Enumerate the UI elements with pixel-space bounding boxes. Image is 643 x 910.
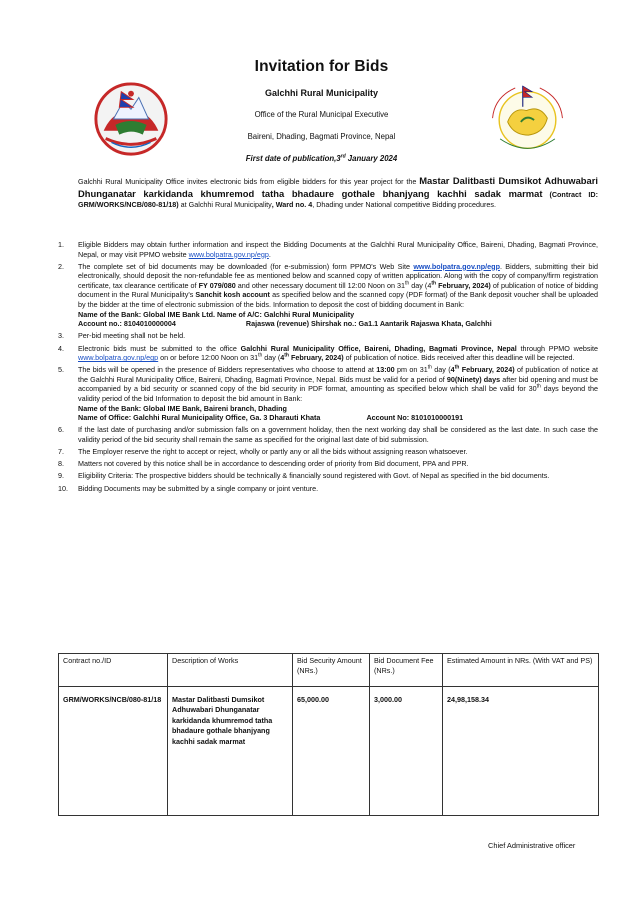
table-cell: Mastar Dalitbasti Dumsikot Adhuwabari Dhunganatar karkidanda khumremod tatha bhadaure gothale bhanjyang kachhi sadak marmat: [168, 687, 293, 816]
list-item: 7. The Employer reserve the right to accept or reject, wholly or partly any or all the bids without assigning reason whatsoever.: [58, 447, 468, 457]
list-item: 4. Electronic bids must be submitted to the office Galchhi Rural Municipality Office, Baireni, Dhading, Bagmati Province, Nepal through PPMO website www.bolpatra.gov.np/egp on or before 12:00 Noon on 31th day (4th February, 2024) of publication of notice. Bids received after this deadline will be rejected.: [58, 343, 599, 363]
table-row: [59, 687, 599, 816]
table-header: Bid Security Amount (NRs.): [293, 654, 370, 687]
list-item: 3. Per-bid meeting shall not be held.: [58, 331, 186, 341]
table-cell: 24,98,158.34: [443, 687, 599, 816]
table-cell: 3,000.00: [370, 687, 443, 816]
table-header: Description of Works: [168, 654, 293, 687]
list-item: 8. Matters not covered by this notice shall be in accordance to descending order of priority from Bid document, PPA and PPR.: [58, 459, 469, 469]
list-item: 6. If the last date of purchasing and/or submission falls on a government holiday, then the next working day shall be considered as the last date. In such case the validity period of the bid security shall remain the same as specified for the original last date of bid submission.: [58, 425, 598, 444]
publication-date: First date of publication,3rd January 2024: [245, 153, 398, 163]
office-name: Office of the Rural Municipal Executive: [254, 110, 389, 119]
project-name: Mastar Dalitbasti Dumsikot Adhuwabari Dhunganatar karkidanda khumremod tatha bhadaure gothale bhanjyang kachhi sadak marmat: [78, 175, 598, 199]
bank-account: Account no.: 8104010000004 Rajaswa (revenue) Shirshak no.: Ga1.1 Aantarik Rajaswa Khata, Galchhi: [78, 319, 492, 329]
list-item: 10. Bidding Documents may be submitted by a single company or joint venture.: [58, 483, 319, 493]
bid-table: [58, 653, 599, 816]
list-item: 9. Eligibility Criteria: The prospective bidders should be technically & financially sound registered with Govt. of Nepal as specified in the bid documents.: [58, 471, 550, 481]
ppmo-link[interactable]: www.bolpatra.gov.np/egp: [413, 261, 500, 271]
office-address: Baireni, Dhading, Bagmati Province, Nepal: [247, 132, 396, 141]
contract-id: (Contract ID: GRM/WORKS/NCB/080-81/18): [78, 189, 598, 209]
table-header-row: [59, 654, 599, 687]
ppmo-link[interactable]: www.bolpatra.gov.np/egp: [188, 249, 269, 259]
bank-info: Name of the Bank: Global IME Bank Ltd. Name of A/C: Galchhi Rural Municipality: [78, 309, 355, 319]
ppmo-link[interactable]: www.bolpatra.gov.np/egp: [78, 353, 159, 363]
list-item: 5. The bids will be opened in the presence of Bidders representatives who choose to attend at 13:00 pm on 31th day (4th February, 2024) of publication of notice at the Galchhi Rural Municipality Office, Baireni, Dhading, Bagmati Province, Nepal. Bids must be valid for a period of 90(Ninety) days after bid opening and must be accompanied by a bid security or scanned copy of the bid security in PDF format, amounting as specified below which shall be valid for 30th days beyond the validity period of the bid Information to deposit the bid amount in Bank: Name of the Bank: Global IME Bank, Baireni branch, Dhading Name of Office: Galchhi Rural Municipality Office, Ga. 3 Dharauti Khata Account No: 8101010000191: [58, 364, 599, 423]
notice-items: [58, 240, 598, 496]
bank-info: Name of the Bank: Global IME Bank, Baireni branch, Dhading: [78, 403, 287, 413]
signature-title: Chief Administrative officer: [488, 841, 576, 850]
table-cell: GRM/WORKS/NCB/080-81/18: [59, 687, 168, 816]
list-item: 2. The complete set of bid documents may be downloaded (for e-submission) form PPMO's Web Site www.bolpatra.gov.np/egp. Bidders, submitting their bid electronically, should deposit the non-refundable fee as mentioned below and scanned copy of written application. Along with the copy of company/firm registration certificate, tax clearance certificate of FY 079/080 and other necessary document till 12:00 Noon on 31th day (4th February, 2024) of publication of notice of bidding document in the Rural Municipality's Sanchit kosh account as specified below and the scanned copy (PDF format) of the Bank deposit voucher shall be uploaded by the bidder at the time of electronic submission of the bids. Information to deposit the cost of bidding document in Bank: Name of the Bank: Global IME Bank Ltd. Name of A/C: Galchhi Rural Municipality Account no.: 8104010000004 Rajaswa (revenue) Shirshak no.: Ga1.1 Aantarik Rajaswa Khata, Galchhi: [58, 261, 599, 329]
page-title: Invitation for Bids: [254, 58, 389, 75]
bank-account: Name of Office: Galchhi Rural Municipality Office, Ga. 3 Dharauti Khata Account No: 8101010000191: [78, 413, 464, 423]
table-header: Contract no./ID: [59, 654, 168, 687]
intro-paragraph: Galchhi Rural Municipality Office invites electronic bids from eligible bidders for this year project for the Mastar Dalitbasti Dumsikot Adhuwabari Dhunganatar karkidanda khumremod tatha bhadaure gothale bhanjyang kachhi sadak marmat (Contract ID: GRM/WORKS/NCB/080-81/18) at Galchhi Rural Municipality, Ward no. 4, Dhading under National competitive Bidding procedures.: [78, 175, 598, 209]
organization-name: Galchhi Rural Municipality: [264, 88, 379, 98]
table-header: Estimated Amount in NRs. (With VAT and PS): [443, 654, 599, 687]
table-cell: 65,000.00: [293, 687, 370, 816]
table-header: Bid Document Fee (NRs.): [370, 654, 443, 687]
list-item: 1. Eligible Bidders may obtain further information and inspect the Bidding Documents at the Galchhi Rural Municipality Office, Baireni, Dhading, Bagmati Province, Nepal, or may visit PPMO website www.bolpatra.gov.np/egp.: [58, 240, 598, 259]
